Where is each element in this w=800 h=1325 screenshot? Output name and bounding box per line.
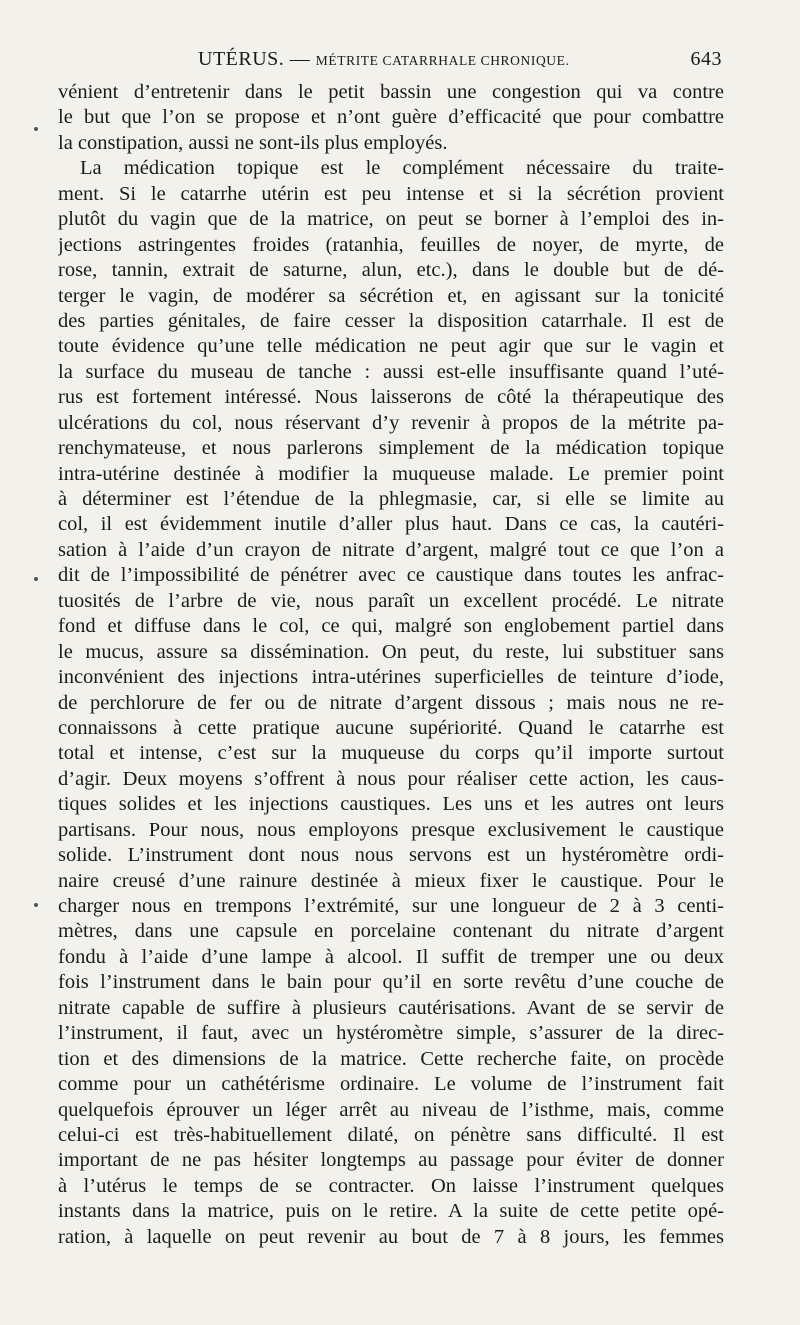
text-line: à l’utérus le temps de se contracter. On laisse l’instrument quelques <box>58 1174 724 1197</box>
text-line: le mucus, assure sa dissémination. On peut, du reste, lui substituer sans <box>58 640 724 663</box>
text-line: de perchlorure de fer ou de nitrate d’argent dissous ; mais nous ne re- <box>58 691 724 714</box>
text-line: vénient d’entretenir dans le petit bassin une congestion qui va contre <box>58 81 724 103</box>
text-line: total et intense, c’est sur la muqueuse du corps qu’il importe surtout <box>58 742 724 765</box>
text-line: celui-ci est très-habituellement dilaté, on pénètre sans difficulté. Il est <box>58 1123 724 1146</box>
text-line: ment. Si le catarrhe utérin est peu intense et si la sécrétion provient <box>58 182 724 205</box>
text-line: mètres, dans une capsule en porcelaine contenant du nitrate d’argent <box>58 920 724 943</box>
text-line: des parties génitales, de faire cesser la disposition catarrhale. Il est de <box>58 309 724 332</box>
text-line: fondu à l’aide d’une lampe à alcool. Il suffit de tremper une ou deux <box>58 945 724 968</box>
text-line: fond et diffuse dans le col, ce qui, malgré son englobement partiel dans <box>58 615 724 638</box>
text-line: renchymateuse, et nous parlerons simplement de la médication topique <box>58 437 724 460</box>
text-line: col, il est évidemment inutile d’aller plus haut. Dans ce cas, la cautéri- <box>58 513 724 536</box>
text-line: nitrate capable de suffire à plusieurs cautérisations. Avant de se servir de <box>58 996 724 1019</box>
text-line: instants dans la matrice, puis on le retire. A la suite de cette petite opé- <box>58 1200 724 1223</box>
text-line: tuosités de l’arbre de vie, nous paraît un excellent procédé. Le nitrate <box>58 589 724 612</box>
margin-dot <box>34 127 38 131</box>
running-title-main: UTÉRUS. — <box>198 48 316 70</box>
text-line: comme pour un cathétérisme ordinaire. Le volume de l’instrument fait <box>58 1073 724 1096</box>
text-line: la constipation, aussi ne sont-ils plus employés. <box>58 131 448 154</box>
text-line: charger nous en trempons l’extrémité, sur une longueur de 2 à 3 centi- <box>58 895 724 917</box>
text-line: dit de l’impossibilité de pénétrer avec ce caustique dans toutes les anfrac- <box>58 564 724 587</box>
text-line: quelquefois éprouver un léger arrêt au niveau de l’isthme, mais, comme <box>58 1098 724 1121</box>
text-line: à déterminer est l’étendue de la phlegmasie, car, si elle se limite au <box>58 488 724 510</box>
text-line: toute évidence qu’une telle médication ne peut agir que sur le vagin et <box>58 335 724 358</box>
text-line: ration, à laquelle on peut revenir au bout de 7 à 8 jours, les femmes <box>58 1225 724 1248</box>
text-line: La médication topique est le complément nécessaire du traite- <box>80 157 724 180</box>
text-line: tion et des dimensions de la matrice. Cette recherche faite, on procède <box>58 1047 724 1070</box>
text-line: partisans. Pour nous, nous employons presque exclusivement le caustique <box>58 818 724 841</box>
text-line: solide. L’instrument dont nous nous servons est un hystéromètre ordi- <box>58 844 724 867</box>
text-line: rus est fortement intéressé. Nous laisserons de côté la thérapeutique des <box>58 386 724 409</box>
text-line: ulcérations du col, nous réservant d’y revenir à propos de la métrite pa- <box>58 411 724 434</box>
text-line: sation à l’aide d’un crayon de nitrate d’argent, malgré tout ce que l’on a <box>58 538 724 561</box>
text-line: terger le vagin, de modérer sa sécrétion et, en agissant sur la tonicité <box>58 284 724 307</box>
body-text <box>58 80 724 1250</box>
text-line: la surface du museau de tanche : aussi est-elle insuffisante quand l’uté- <box>58 360 724 383</box>
page-number: 643 <box>690 48 722 70</box>
text-line: jections astringentes froides (ratanhia, feuilles de noyer, de myrte, de <box>58 233 724 256</box>
text-line: tiques solides et les injections caustiques. Les uns et les autres ont leurs <box>58 793 724 816</box>
text-line: inconvénient des injections intra-utérines superficielles de teinture d’iode, <box>58 666 724 689</box>
text-line: rose, tannin, extrait de saturne, alun, etc.), dans le double but de dé- <box>58 259 724 282</box>
margin-dot <box>34 577 38 581</box>
running-header <box>56 44 724 78</box>
running-title <box>198 48 569 71</box>
text-line: l’instrument, il faut, avec un hystéromètre simple, s’assurer de la direc- <box>58 1022 724 1045</box>
text-line: le but que l’on se propose et n’ont guère d’efficacité que pour combattre <box>58 106 724 129</box>
text-line: plutôt du vagin que de la matrice, on peut se borner à l’emploi des in- <box>58 208 724 231</box>
text-line: fois l’instrument dans le bain pour qu’il en sorte revêtu d’une couche de <box>58 971 724 994</box>
text-line: intra-utérine destinée à modifier la muqueuse malade. Le premier point <box>58 462 724 485</box>
text-line: naire creusé d’une rainure destinée à mieux fixer le caustique. Pour le <box>58 869 724 892</box>
text-line: important de ne pas hésiter longtemps au passage pour éviter de donner <box>58 1149 724 1172</box>
margin-dot <box>34 903 38 907</box>
text-line: d’agir. Deux moyens s’offrent à nous pour réaliser cette action, les caus- <box>58 767 724 790</box>
text-line: connaissons à cette pratique aucune supériorité. Quand le catarrhe est <box>58 716 724 739</box>
running-title-subject: MÉTRITE CATARRHALE CHRONIQUE. <box>315 53 570 68</box>
